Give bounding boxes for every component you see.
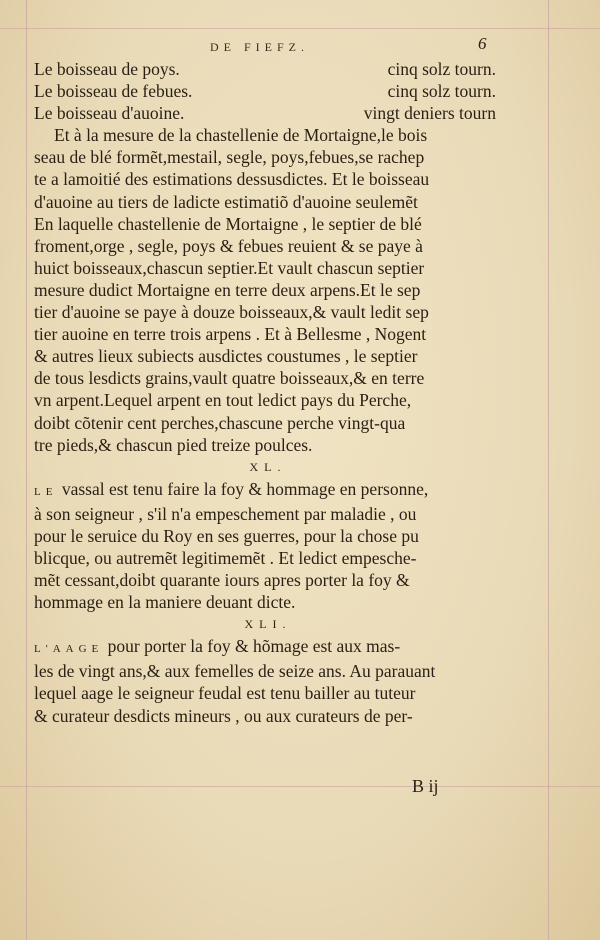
running-title: DE FIEFZ.: [210, 40, 309, 54]
price-value: vingt deniers tourn: [363, 103, 496, 124]
price-value: cinq solz tourn.: [387, 81, 496, 102]
text-line: vn arpent.Lequel arpent en tout ledict pays du Perche,: [34, 390, 412, 411]
text-line: de tous lesdicts grains,vault quatre boisseaux,& en terre: [34, 368, 425, 389]
text-line: & autres lieux subiects ausdictes coustumes , le septier: [34, 346, 418, 367]
price-list: [34, 58, 502, 124]
article-number-xl: XL.: [249, 459, 287, 474]
article-lead-word: LE: [34, 485, 58, 498]
folio-number: 6: [478, 34, 487, 53]
price-row: [34, 102, 502, 124]
text-line-body: pour porter la foy & hõmage est aux mas-: [103, 636, 401, 657]
text-line: tier auoine en terre trois arpens . Et à Bellesme , Nogent: [34, 324, 427, 345]
page-margin-rule: [0, 28, 600, 29]
text-line: blicque, ou autremẽt legitimemẽt . Et ledict empesche-: [34, 547, 417, 568]
price-value: cinq solz tourn.: [387, 59, 496, 79]
text-line: & curateur desdicts mineurs , ou aux curateurs de per-: [34, 705, 413, 726]
page-margin-rule: [26, 0, 27, 940]
price-row: [34, 80, 502, 102]
text-line: seau de blé formẽt,mestail, segle, poys,febues,se rachep: [34, 147, 425, 168]
article-xli: [34, 635, 502, 726]
text-line: hommage en la maniere deuant dicte.: [34, 592, 296, 613]
page-margin-rule: [548, 0, 549, 940]
text-line: à son seigneur , s'il n'a empeschement par maladie , ou: [34, 503, 417, 524]
signature-mark: B ij: [412, 776, 439, 796]
text-line: mesure dudict Mortaigne en terre deux arpens.Et le sep: [34, 279, 421, 300]
text-line: Et à la mesure de la chastellenie de Mortaigne,le bois: [54, 125, 428, 146]
page-margin-rule: [0, 786, 600, 787]
text-line: lequel aage le seigneur feudal est tenu bailler au tuteur: [34, 683, 416, 704]
text-line: doibt cõtenir cent perches,chascune perche vingt-qua: [34, 412, 406, 433]
text-line: huict boisseaux,chascun septier.Et vault chascun septier: [34, 257, 425, 278]
text-line-body: vassal est tenu faire la foy & hommage en personne,: [57, 478, 429, 499]
text-line: froment,orge , segle, poys & febues reuient & se paye à: [34, 235, 423, 256]
price-item: Le boisseau d'auoine.: [34, 103, 185, 124]
article-number-xli: XLI.: [244, 617, 292, 632]
text-line: mẽt cessant,doibt quarante iours apres porter la foy &: [34, 570, 410, 591]
text-line: [34, 635, 502, 660]
text-line: En laquelle chastellenie de Mortaigne , le septier de blé: [34, 213, 422, 234]
text-line: tier d'auoine se paye à douze boisseaux,& vault ledit sep: [34, 302, 429, 323]
article-lead-word: L'AAGE: [34, 643, 104, 656]
text-line: te a lamoitié des estimations dessusdictes. Et le boisseau: [34, 169, 430, 190]
text-line: [34, 478, 502, 503]
text-line: d'auoine au tiers de ladicte estimatiõ d'auoine seulemẽt: [34, 191, 418, 212]
text-line: les de vingt ans,& aux femelles de seize ans. Au parauant: [34, 661, 436, 682]
text-line: pour le seruice du Roy en ses guerres, pour la chose pu: [34, 525, 419, 546]
paragraph-measures: [34, 124, 502, 455]
article-xl: [34, 478, 502, 614]
price-item: Le boisseau de poys.: [34, 59, 180, 79]
text-line: tre pieds,& chascun pied treize poulces.: [34, 434, 313, 455]
page-body: [34, 58, 502, 727]
price-row: [34, 58, 502, 80]
price-item: Le boisseau de febues.: [34, 81, 193, 102]
